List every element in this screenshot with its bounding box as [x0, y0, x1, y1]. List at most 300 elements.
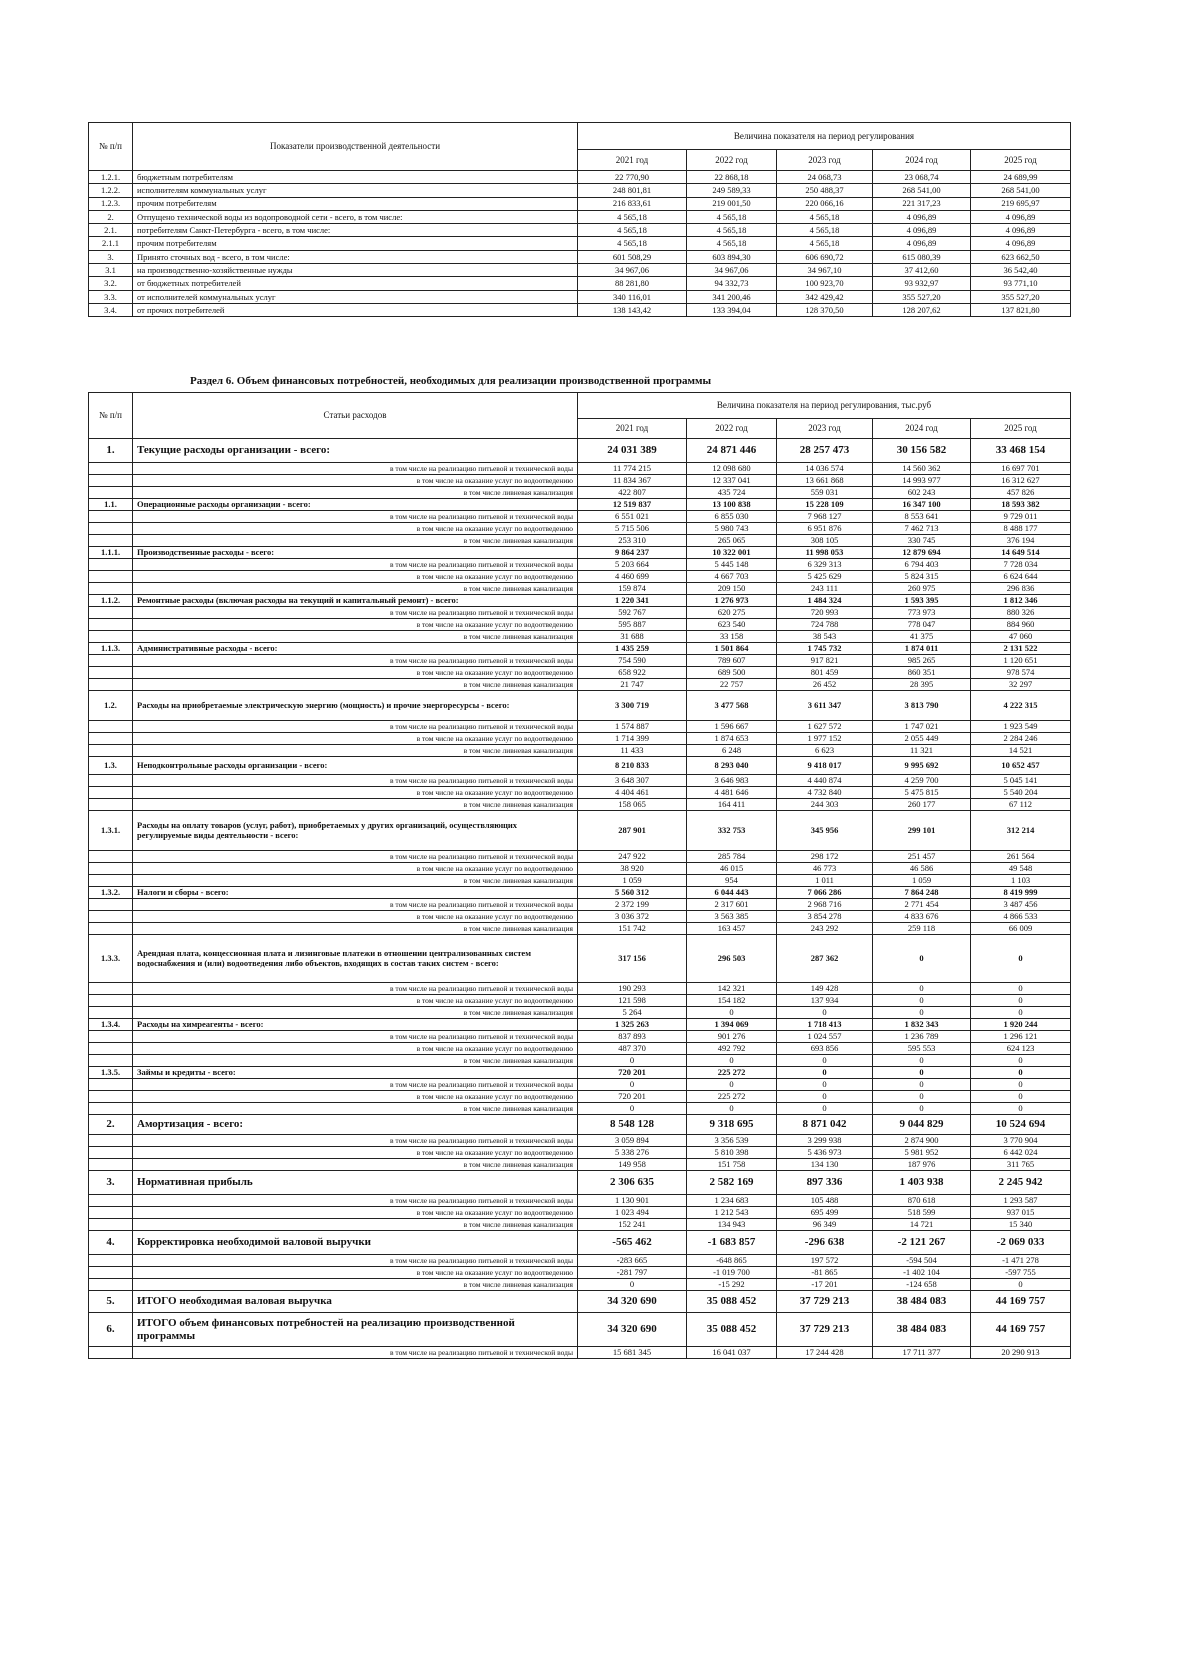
value-cell: 34 967,06 [578, 264, 687, 277]
table-row [89, 757, 1071, 775]
table-row [89, 643, 1071, 655]
value-cell: 137 934 [777, 995, 873, 1007]
table-row [89, 1231, 1071, 1255]
row-number: 1.3.3. [89, 935, 133, 983]
row-label: Корректировка необходимой валовой выручки [133, 1231, 578, 1255]
value-cell: 6 248 [687, 745, 777, 757]
value-cell: 128 370,50 [777, 303, 873, 316]
value-cell: 14 649 514 [971, 547, 1071, 559]
value-cell: 0 [971, 1091, 1071, 1103]
value-cell: -1 471 278 [971, 1255, 1071, 1267]
row-number: 1.3. [89, 757, 133, 775]
value-cell: 6 623 [777, 745, 873, 757]
table-row [89, 1055, 1071, 1067]
value-cell: 190 293 [578, 983, 687, 995]
row-number: 5. [89, 1291, 133, 1313]
row-number [89, 775, 133, 787]
row-number [89, 1255, 133, 1267]
row-label: Займы и кредиты - всего: [133, 1067, 578, 1079]
row-label: Неподконтрольные расходы организации - всего: [133, 757, 578, 775]
value-cell: 260 177 [873, 799, 971, 811]
value-cell: -648 865 [687, 1255, 777, 1267]
value-cell: 220 066,16 [777, 197, 873, 210]
row-number [89, 619, 133, 631]
value-cell: 6 951 876 [777, 523, 873, 535]
row-number: 4. [89, 1231, 133, 1255]
row-number [89, 1147, 133, 1159]
value-cell: 1 394 069 [687, 1019, 777, 1031]
value-cell: 1 593 395 [873, 595, 971, 607]
row-number [89, 733, 133, 745]
value-cell: 7 968 127 [777, 511, 873, 523]
row-number: 1.1. [89, 499, 133, 511]
table-row [89, 983, 1071, 995]
value-cell: 0 [578, 1103, 687, 1115]
value-cell: -81 865 [777, 1267, 873, 1279]
table-row [89, 1267, 1071, 1279]
row-number: 1.1.1. [89, 547, 133, 559]
value-cell: 22 868,18 [687, 171, 777, 184]
value-cell: 38 543 [777, 631, 873, 643]
value-cell: 0 [873, 995, 971, 1007]
value-cell: 149 958 [578, 1159, 687, 1171]
value-cell: 1 293 587 [971, 1195, 1071, 1207]
year-header: 2024 год [873, 150, 971, 171]
value-cell: 376 194 [971, 535, 1071, 547]
value-cell: 4 565,18 [687, 210, 777, 223]
value-cell: 1 435 259 [578, 643, 687, 655]
value-cell: 26 452 [777, 679, 873, 691]
value-cell: 1 296 121 [971, 1031, 1071, 1043]
value-cell: 243 292 [777, 923, 873, 935]
value-cell: 937 015 [971, 1207, 1071, 1219]
row-label: в том числе на реализацию питьевой и технической воды [133, 559, 578, 571]
value-cell: 0 [971, 1279, 1071, 1291]
value-cell: 0 [873, 1079, 971, 1091]
table-row [89, 184, 1071, 197]
value-cell: 287 901 [578, 811, 687, 851]
value-cell: 0 [777, 1103, 873, 1115]
row-label: Амортизация - всего: [133, 1115, 578, 1135]
value-cell: 1 325 263 [578, 1019, 687, 1031]
row-label: Арендная плата, концессионная плата и лизинговые платежи в отношении централизованных систем водоснабжения и (или) водоотведения либо объектов, входящих в состав таких систем - всего: [133, 935, 578, 983]
row-label: в том числе на оказание услуг по водоотведению [133, 1267, 578, 1279]
value-cell: 5 981 952 [873, 1147, 971, 1159]
value-cell: 163 457 [687, 923, 777, 935]
table-row [89, 439, 1071, 463]
table-row [89, 535, 1071, 547]
value-cell: 34 320 690 [578, 1291, 687, 1313]
table-row [89, 1031, 1071, 1043]
value-cell: 93 771,10 [971, 277, 1071, 290]
value-cell: 18 593 382 [971, 499, 1071, 511]
value-cell: 36 542,40 [971, 264, 1071, 277]
value-cell: -2 069 033 [971, 1231, 1071, 1255]
row-number [89, 1055, 133, 1067]
table-row [89, 463, 1071, 475]
value-cell: 4 565,18 [777, 224, 873, 237]
value-cell: 620 275 [687, 607, 777, 619]
value-cell: 6 551 021 [578, 511, 687, 523]
value-cell: 24 068,73 [777, 171, 873, 184]
col-name-header: Показатели производственной деятельности [133, 123, 578, 171]
table-row [89, 1195, 1071, 1207]
value-cell: 4 667 703 [687, 571, 777, 583]
value-cell: 128 207,62 [873, 303, 971, 316]
value-cell: 265 065 [687, 535, 777, 547]
table-row [89, 667, 1071, 679]
row-number [89, 583, 133, 595]
value-cell: 8 553 641 [873, 511, 971, 523]
row-number [89, 851, 133, 863]
row-number: 1.2.2. [89, 184, 133, 197]
value-cell: 870 618 [873, 1195, 971, 1207]
table-row [89, 1103, 1071, 1115]
table-row [89, 1091, 1071, 1103]
value-cell: 5 560 312 [578, 887, 687, 899]
table-row [89, 237, 1071, 250]
value-cell: 2 372 199 [578, 899, 687, 911]
table-row [89, 995, 1071, 1007]
value-cell: 34 320 690 [578, 1313, 687, 1347]
value-cell: 33 468 154 [971, 439, 1071, 463]
value-cell: 9 995 692 [873, 757, 971, 775]
row-label: в том числе на реализацию питьевой и технической воды [133, 463, 578, 475]
value-cell: 720 201 [578, 1091, 687, 1103]
value-cell: 606 690,72 [777, 250, 873, 263]
value-cell: 4 866 533 [971, 911, 1071, 923]
row-label: в том числе на реализацию питьевой и технической воды [133, 1195, 578, 1207]
value-cell: 0 [873, 1103, 971, 1115]
value-cell: 12 879 694 [873, 547, 971, 559]
value-cell: 3 299 938 [777, 1135, 873, 1147]
value-cell: 3 611 347 [777, 691, 873, 721]
row-number: 3.2. [89, 277, 133, 290]
value-cell: 28 395 [873, 679, 971, 691]
value-cell: 11 774 215 [578, 463, 687, 475]
value-cell: 5 264 [578, 1007, 687, 1019]
value-cell: 0 [873, 1007, 971, 1019]
value-cell: 1 745 732 [777, 643, 873, 655]
value-cell: 332 753 [687, 811, 777, 851]
value-cell: 1 023 494 [578, 1207, 687, 1219]
value-cell: 4 460 699 [578, 571, 687, 583]
row-label: в том числе на реализацию питьевой и технической воды [133, 899, 578, 911]
row-number [89, 1031, 133, 1043]
row-label: в том числе ливневая канализация [133, 875, 578, 887]
value-cell: 778 047 [873, 619, 971, 631]
row-number: 1.1.3. [89, 643, 133, 655]
value-cell: 6 329 313 [777, 559, 873, 571]
value-cell: 773 973 [873, 607, 971, 619]
row-label: в том числе ливневая канализация [133, 745, 578, 757]
value-cell: -565 462 [578, 1231, 687, 1255]
row-label: в том числе ливневая канализация [133, 1055, 578, 1067]
value-cell: 1 024 557 [777, 1031, 873, 1043]
value-cell: 9 418 017 [777, 757, 873, 775]
value-cell: 13 661 868 [777, 475, 873, 487]
value-cell: 7 728 034 [971, 559, 1071, 571]
value-cell: 1 874 653 [687, 733, 777, 745]
value-cell: 216 833,61 [578, 197, 687, 210]
value-cell: 296 836 [971, 583, 1071, 595]
row-label: Отпущено технической воды из водопроводной сети - всего, в том числе: [133, 210, 578, 223]
value-cell: 720 201 [578, 1067, 687, 1079]
value-cell: 46 586 [873, 863, 971, 875]
row-number [89, 1207, 133, 1219]
year-header: 2022 год [687, 150, 777, 171]
value-cell: 595 553 [873, 1043, 971, 1055]
value-cell: 1 501 864 [687, 643, 777, 655]
value-cell: 9 864 237 [578, 547, 687, 559]
value-cell: -17 201 [777, 1279, 873, 1291]
row-label: в том числе ливневая канализация [133, 1219, 578, 1231]
value-cell: 11 834 367 [578, 475, 687, 487]
row-number [89, 745, 133, 757]
value-cell: 11 321 [873, 745, 971, 757]
row-number [89, 1195, 133, 1207]
value-cell: 24 031 389 [578, 439, 687, 463]
value-cell: 6 855 030 [687, 511, 777, 523]
value-cell: 0 [777, 1091, 873, 1103]
value-cell: 4 565,18 [687, 237, 777, 250]
value-cell: 67 112 [971, 799, 1071, 811]
row-label: в том числе на оказание услуг по водоотведению [133, 733, 578, 745]
value-cell: 7 864 248 [873, 887, 971, 899]
table-row [89, 1255, 1071, 1267]
value-cell: 253 310 [578, 535, 687, 547]
value-cell: 6 794 403 [873, 559, 971, 571]
value-cell: 30 156 582 [873, 439, 971, 463]
value-cell: 3 036 372 [578, 911, 687, 923]
value-cell: 518 599 [873, 1207, 971, 1219]
value-cell: 4 732 840 [777, 787, 873, 799]
value-cell: 249 589,33 [687, 184, 777, 197]
row-label: в том числе на оказание услуг по водоотведению [133, 571, 578, 583]
value-cell: 250 488,37 [777, 184, 873, 197]
value-cell: 4 833 676 [873, 911, 971, 923]
value-cell: 10 652 457 [971, 757, 1071, 775]
table-row [89, 1313, 1071, 1347]
value-cell: 595 887 [578, 619, 687, 631]
value-cell: 197 572 [777, 1255, 873, 1267]
value-cell: 151 742 [578, 923, 687, 935]
table-row [89, 1291, 1071, 1313]
row-number: 3. [89, 1171, 133, 1195]
row-label: в том числе ливневая канализация [133, 799, 578, 811]
value-cell: 5 824 315 [873, 571, 971, 583]
value-cell: -281 797 [578, 1267, 687, 1279]
value-cell: 801 459 [777, 667, 873, 679]
table-row [89, 1067, 1071, 1079]
value-cell: 487 370 [578, 1043, 687, 1055]
value-cell: 134 130 [777, 1159, 873, 1171]
row-number [89, 1007, 133, 1019]
value-cell: 4 565,18 [687, 224, 777, 237]
value-cell: 47 060 [971, 631, 1071, 643]
value-cell: 2 771 454 [873, 899, 971, 911]
table-row [89, 559, 1071, 571]
value-cell: 0 [578, 1079, 687, 1091]
value-cell: 31 688 [578, 631, 687, 643]
row-number [89, 799, 133, 811]
value-cell: 603 894,30 [687, 250, 777, 263]
value-cell: 44 169 757 [971, 1313, 1071, 1347]
row-label: в том числе ливневая канализация [133, 1159, 578, 1171]
value-cell: 8 488 177 [971, 523, 1071, 535]
value-cell: 46 015 [687, 863, 777, 875]
col-values-header: Величина показателя на период регулирования [578, 123, 1071, 150]
value-cell: 1 574 887 [578, 721, 687, 733]
value-cell: -124 658 [873, 1279, 971, 1291]
row-number [89, 911, 133, 923]
value-cell: 22 770,90 [578, 171, 687, 184]
value-cell: 34 967,06 [687, 264, 777, 277]
value-cell: 689 500 [687, 667, 777, 679]
row-label: Административные расходы - всего: [133, 643, 578, 655]
table-row [89, 475, 1071, 487]
value-cell: 1 212 543 [687, 1207, 777, 1219]
value-cell: 1 747 021 [873, 721, 971, 733]
row-number [89, 655, 133, 667]
value-cell: 35 088 452 [687, 1313, 777, 1347]
value-cell: 5 980 743 [687, 523, 777, 535]
value-cell: 8 293 040 [687, 757, 777, 775]
value-cell: 623 540 [687, 619, 777, 631]
row-label: в том числе ливневая канализация [133, 679, 578, 691]
col-no-header: № п/п [89, 123, 133, 171]
row-label: в том числе на реализацию питьевой и технической воды [133, 1079, 578, 1091]
value-cell: -594 504 [873, 1255, 971, 1267]
value-cell: 96 349 [777, 1219, 873, 1231]
value-cell: 225 272 [687, 1091, 777, 1103]
row-number [89, 1079, 133, 1091]
value-cell: 37 412,60 [873, 264, 971, 277]
value-cell: 1 403 938 [873, 1171, 971, 1195]
value-cell: 330 745 [873, 535, 971, 547]
row-number: 1.3.5. [89, 1067, 133, 1079]
row-label: ИТОГО объем финансовых потребностей на реализацию производственной программы [133, 1313, 578, 1347]
table-row [89, 631, 1071, 643]
row-label: в том числе на реализацию питьевой и технической воды [133, 511, 578, 523]
value-cell: 221 317,23 [873, 197, 971, 210]
value-cell: 17 711 377 [873, 1347, 971, 1359]
value-cell: 49 548 [971, 863, 1071, 875]
value-cell: -1 402 104 [873, 1267, 971, 1279]
row-label: в том числе ливневая канализация [133, 1103, 578, 1115]
value-cell: 340 116,01 [578, 290, 687, 303]
value-cell: 2 968 716 [777, 899, 873, 911]
row-label: Нормативная прибыль [133, 1171, 578, 1195]
value-cell: 15 340 [971, 1219, 1071, 1231]
table-row [89, 733, 1071, 745]
value-cell: 4 404 461 [578, 787, 687, 799]
value-cell: 298 172 [777, 851, 873, 863]
value-cell: 917 821 [777, 655, 873, 667]
table-row [89, 1079, 1071, 1091]
value-cell: 1 920 244 [971, 1019, 1071, 1031]
table-row [89, 619, 1071, 631]
table-row [89, 499, 1071, 511]
value-cell: 16 347 100 [873, 499, 971, 511]
value-cell: 4 096,89 [873, 237, 971, 250]
value-cell: 3 300 719 [578, 691, 687, 721]
value-cell: 94 332,73 [687, 277, 777, 290]
value-cell: 1 220 341 [578, 595, 687, 607]
value-cell: 2 055 449 [873, 733, 971, 745]
table-row [89, 224, 1071, 237]
value-cell: 142 321 [687, 983, 777, 995]
row-number: 1.2. [89, 691, 133, 721]
row-label: прочим потребителям [133, 197, 578, 210]
value-cell: 9 318 695 [687, 1115, 777, 1135]
value-cell: 6 442 024 [971, 1147, 1071, 1159]
row-number [89, 721, 133, 733]
table-row [89, 277, 1071, 290]
table-row [89, 1043, 1071, 1055]
row-number: 2.1. [89, 224, 133, 237]
table-row [89, 1347, 1071, 1359]
row-number [89, 1219, 133, 1231]
table-row [89, 1019, 1071, 1031]
value-cell: 754 590 [578, 655, 687, 667]
table-row [89, 1007, 1071, 1019]
value-cell: 1 977 152 [777, 733, 873, 745]
value-cell: 14 993 977 [873, 475, 971, 487]
table-row [89, 1147, 1071, 1159]
table-row [89, 851, 1071, 863]
value-cell: 954 [687, 875, 777, 887]
value-cell: 2 284 246 [971, 733, 1071, 745]
value-cell: 1 627 572 [777, 721, 873, 733]
row-number: 1.3.1. [89, 811, 133, 851]
row-label: Операционные расходы организации - всего: [133, 499, 578, 511]
value-cell: 8 548 128 [578, 1115, 687, 1135]
value-cell: 187 976 [873, 1159, 971, 1171]
value-cell: 22 757 [687, 679, 777, 691]
year-header: 2021 год [578, 419, 687, 439]
value-cell: 9 729 011 [971, 511, 1071, 523]
table-row [89, 655, 1071, 667]
value-cell: 0 [971, 995, 1071, 1007]
value-cell: 3 648 307 [578, 775, 687, 787]
value-cell: 33 158 [687, 631, 777, 643]
value-cell: 897 336 [777, 1171, 873, 1195]
year-header: 2023 год [777, 419, 873, 439]
table-row [89, 899, 1071, 911]
value-cell: 24 689,99 [971, 171, 1071, 184]
row-number [89, 511, 133, 523]
table-row [89, 935, 1071, 983]
value-cell: 8 210 833 [578, 757, 687, 775]
table-row [89, 1207, 1071, 1219]
value-cell: 860 351 [873, 667, 971, 679]
row-number [89, 1347, 133, 1359]
value-cell: 0 [873, 983, 971, 995]
value-cell: 0 [777, 1055, 873, 1067]
value-cell: 0 [971, 1067, 1071, 1079]
value-cell: 3 487 456 [971, 899, 1071, 911]
row-number [89, 983, 133, 995]
value-cell: 1 832 343 [873, 1019, 971, 1031]
row-label: в том числе на оказание услуг по водоотведению [133, 1091, 578, 1103]
value-cell: 345 956 [777, 811, 873, 851]
row-label: в том числе ливневая канализация [133, 583, 578, 595]
value-cell: 14 521 [971, 745, 1071, 757]
value-cell: 1 120 651 [971, 655, 1071, 667]
row-number [89, 923, 133, 935]
value-cell: 23 068,74 [873, 171, 971, 184]
